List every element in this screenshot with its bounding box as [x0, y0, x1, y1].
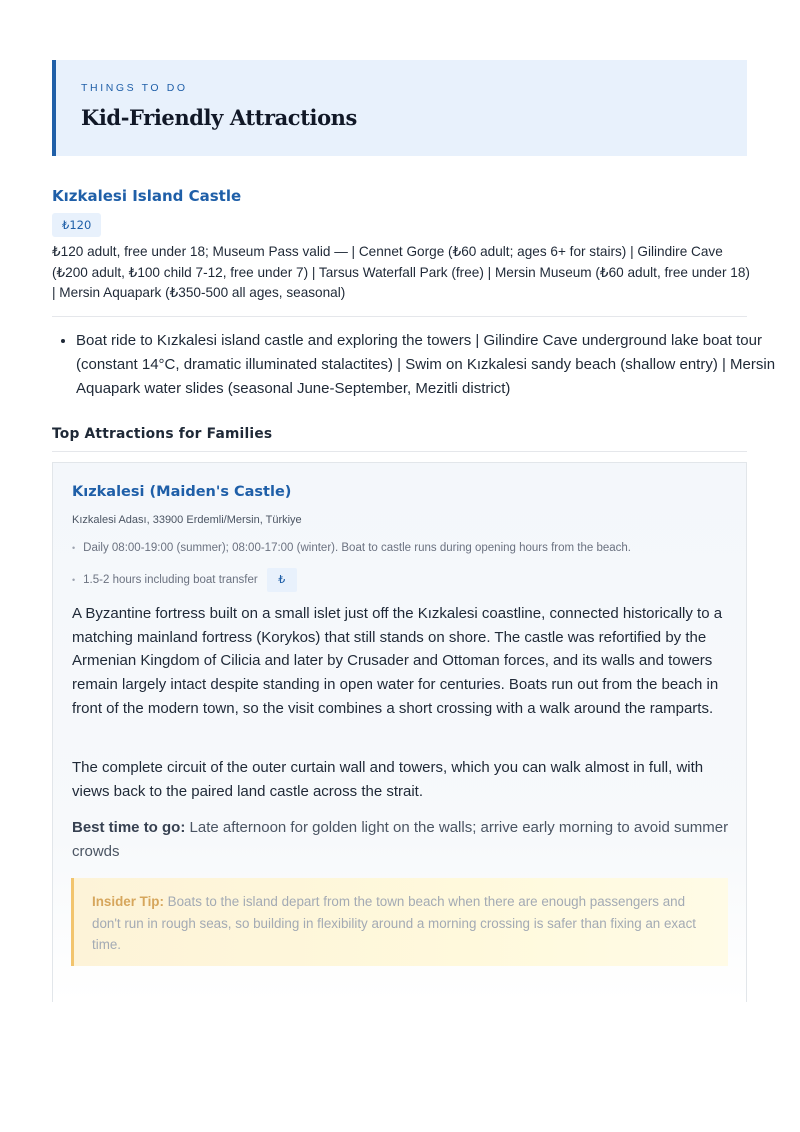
- insider-tip: [71, 878, 728, 966]
- tip-text: Boats to the island depart from the town beach when there are enough passengers and don't run in rough seas, so building in flexibility around a morning crossing is safer than fixing an exact time.: [92, 894, 696, 953]
- hours-row: [72, 542, 631, 554]
- attraction-highlight: The complete circuit of the outer curtain wall and towers, which you can walk almost in full, with views back to the paired land castle across the strait.: [72, 759, 704, 800]
- activity-list: [52, 329, 776, 401]
- price-badge: ₺120: [52, 213, 101, 237]
- divider: [52, 451, 747, 452]
- visit-duration: 1.5-2 hours including boat transfer: [83, 574, 258, 586]
- section-kicker: THINGS TO DO: [81, 82, 188, 94]
- duration-row: [72, 568, 297, 592]
- attraction-title: Kızkalesi (Maiden's Castle): [72, 484, 292, 500]
- attraction-description: A Byzantine fortress built on a small islet just off the Kızkalesi coastline, connected historically to a matching mainland fortress (Korykos) that still stands on shore. The castle was refortified by the Armenian Kingdom of Cilicia and later by Crusader and Ottoman forces, and its walls and towers remain largely intact despite standing in open water for centuries. Boats run out from the beach in front of the modern town, so the visit combines a short crossing with a walk around the ramparts.: [72, 605, 723, 717]
- best-time-label: Best time to go:: [72, 819, 186, 836]
- best-time-text: Late afternoon for golden light on the walls; arrive early morning to avoid summer crowds: [72, 819, 729, 860]
- attraction-address: Kızkalesi Adası, 33900 Erdemli/Mersin, Türkiye: [72, 514, 302, 526]
- best-time: [72, 816, 732, 863]
- attraction-heading: Kızkalesi Island Castle: [52, 187, 242, 205]
- price-summary: ₺120 adult, free under 18; Museum Pass valid — | Cennet Gorge (₺60 adult; ages 6+ for stairs) | Gilindire Cave (₺200 adult, ₺100 child 7-12, free under 7) | Tarsus Waterfall Park (free) | Mersin Museum (₺60 adult, free under 18) | Mersin Aquapark (₺350-500 all ages, seasonal): [52, 244, 750, 300]
- section-header: [52, 60, 747, 156]
- opening-hours: Daily 08:00-19:00 (summer); 08:00-17:00 (winter). Boat to castle runs during opening hours from the beach.: [83, 542, 631, 554]
- bullet-dot-icon: •: [72, 543, 76, 553]
- page-title: Kid-Friendly Attractions: [81, 105, 357, 130]
- tip-label: Insider Tip:: [92, 894, 164, 909]
- top-attractions-heading: Top Attractions for Families: [52, 426, 273, 442]
- list-item: • Boat ride to Kızkalesi island castle and exploring the towers | Gilindire Cave underground lake boat tour (constant 14°C, dramatic illuminated stalactites) | Swim on Kızkalesi sandy beach (shallow entry) | Mersin Aquapark water slides (seasonal June-September, Mezitli district): [76, 329, 776, 401]
- divider: [52, 316, 747, 317]
- bullet-dot-icon: •: [72, 575, 76, 585]
- attraction-card: [52, 462, 747, 1002]
- price-chip: ₺: [267, 568, 297, 592]
